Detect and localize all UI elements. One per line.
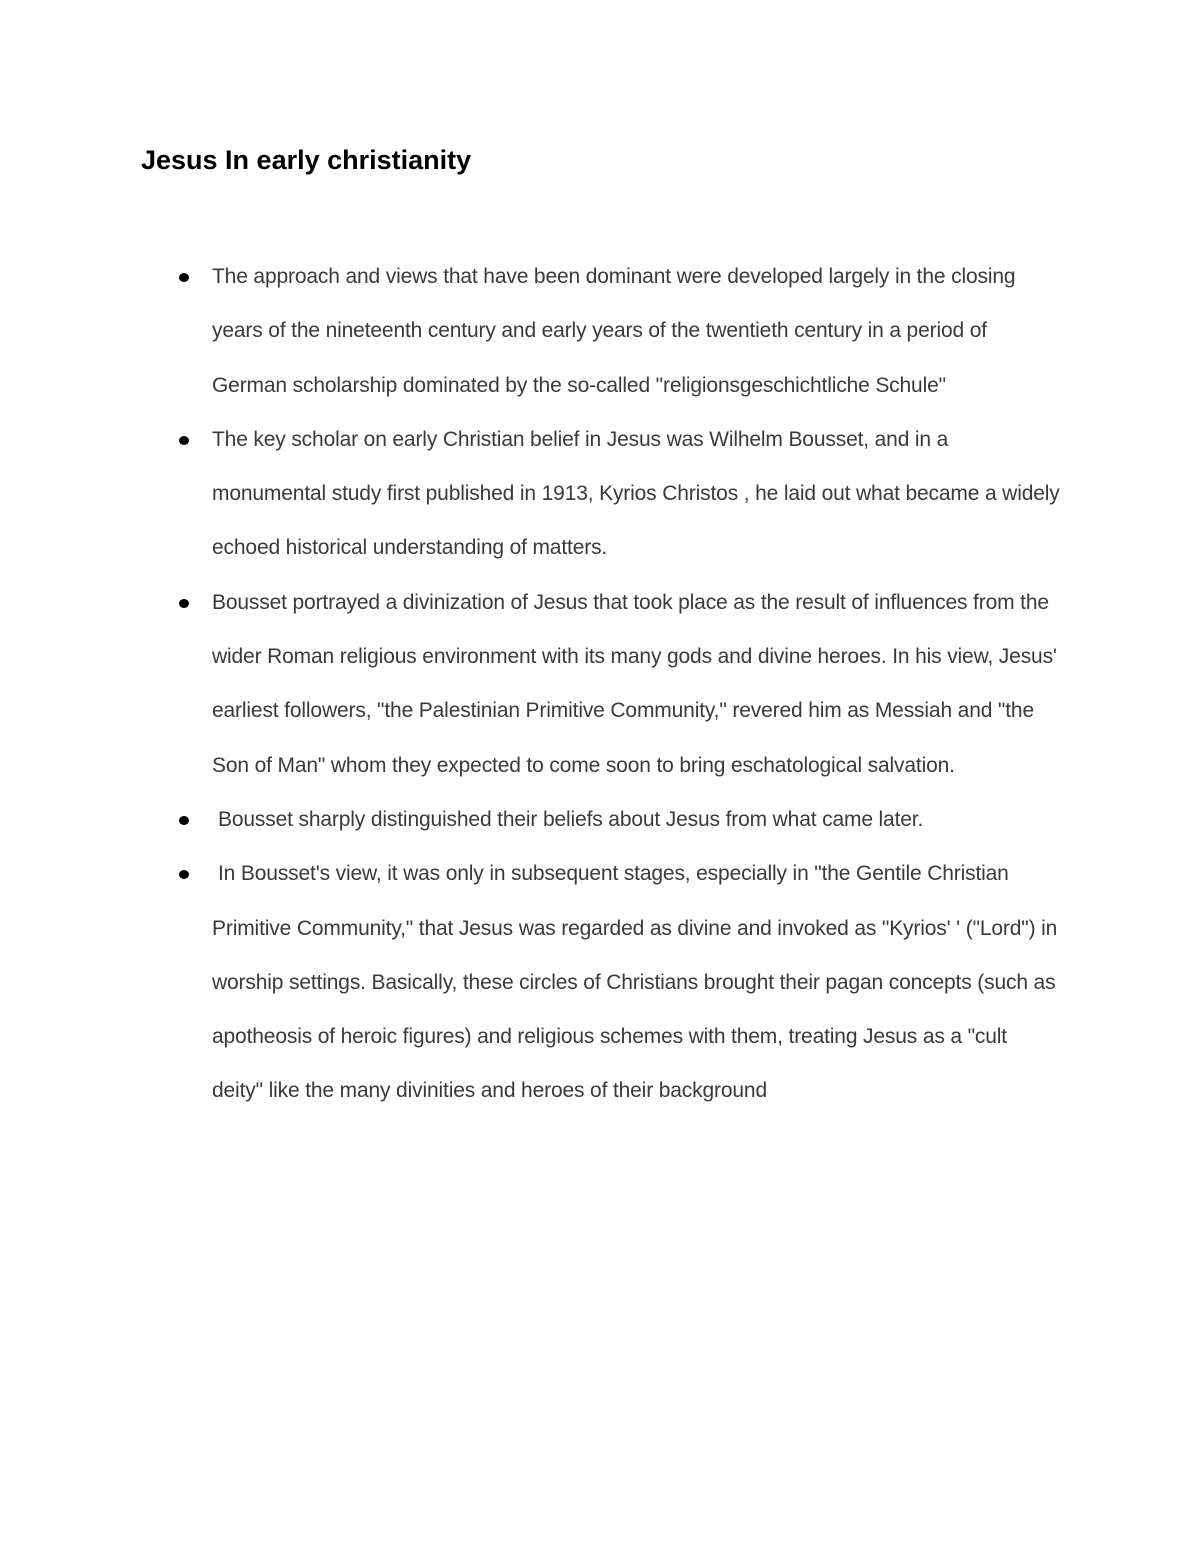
list-item-text: The key scholar on early Christian belief in Jesus was Wilhelm Bousset, and in a monumental study first published in 1913, Kyrios Christos , he laid out what became a widely echoed historical understanding of matters. <box>212 427 1060 560</box>
list-item-text: The approach and views that have been dominant were developed largely in the closing years of the nineteenth century and early years of the twentieth century in a period of German scholarship dominated by the so-called "religionsgeschichtliche Schule" <box>212 265 1016 397</box>
list-item <box>0 250 1062 413</box>
list-item <box>0 793 1062 847</box>
list-item-text: In Bousset's view, it was only in subsequent stages, especially in "the Gentile Christian Primitive Community," that Jesus was regarded as divine and invoked as "Kyrios' ' ("Lord") in worship settings. Basically, these circles of Christians brought their pagan concepts (such as apotheosis of heroic figures) and religious schemes with them, treating Jesus as a "cult deity" like the many divinities and heroes of their background <box>212 862 1058 1103</box>
list-item-text: Bousset sharply distinguished their beliefs about Jesus from what came later. <box>218 807 924 831</box>
bullet-dot-icon <box>179 599 189 608</box>
list-item <box>0 576 1062 793</box>
list-item <box>0 413 1062 576</box>
bullet-dot-icon <box>179 870 189 879</box>
bullet-dot-icon <box>179 816 189 825</box>
bullet-dot-icon <box>179 436 189 445</box>
list-item-text: Bousset portrayed a divinization of Jesus that took place as the result of influences from the wider Roman religious environment with its many gods and divine heroes. In his view, Jesus' earliest followers, "the Palestinian Primitive Community," revered him as Messiah and "the Son of Man" whom they expected to come soon to bring eschatological salvation. <box>212 590 1057 777</box>
bullet-list <box>0 250 1200 1119</box>
list-item <box>0 847 1062 1118</box>
bullet-dot-icon <box>179 273 189 282</box>
page-title: Jesus In early christianity <box>141 145 472 175</box>
